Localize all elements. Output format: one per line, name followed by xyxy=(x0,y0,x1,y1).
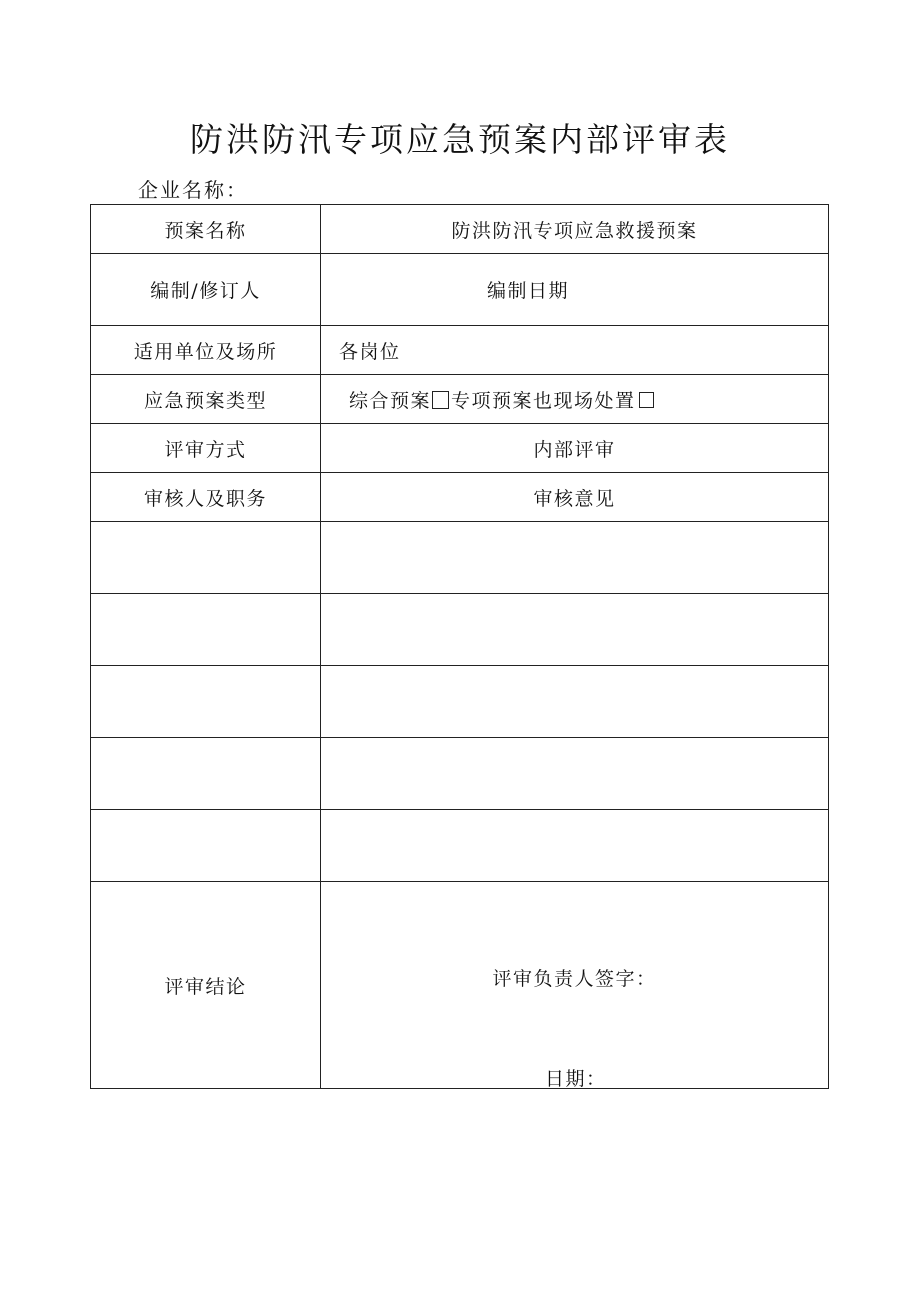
table-row xyxy=(91,810,829,882)
checkbox-comprehensive-icon[interactable] xyxy=(432,391,449,409)
editor-label: 编制/修订人 xyxy=(91,254,321,326)
reviewer-cell[interactable] xyxy=(91,594,321,666)
option-special-label: 专项预案也现场处置 xyxy=(451,389,636,412)
table-row xyxy=(91,738,829,810)
opinion-cell[interactable] xyxy=(321,738,829,810)
opinion-cell[interactable] xyxy=(321,522,829,594)
reviewer-cell[interactable] xyxy=(91,666,321,738)
reviewer-cell[interactable] xyxy=(91,738,321,810)
conclusion-date-label: 日期： xyxy=(545,1068,607,1090)
opinion-cell[interactable] xyxy=(321,666,829,738)
table-row-plan-name xyxy=(91,205,829,254)
scope-label: 适用单位及场所 xyxy=(91,326,321,375)
scope-value[interactable]: 各岗位 xyxy=(321,326,829,375)
option-comprehensive-label: 综合预案 xyxy=(349,389,432,412)
opinion-cell[interactable] xyxy=(321,594,829,666)
company-name-label: 企业名称： xyxy=(138,178,248,202)
opinion-header-label: 审核意见 xyxy=(321,473,829,522)
table-row-scope xyxy=(91,326,829,375)
table-row xyxy=(91,522,829,594)
table-row xyxy=(91,666,829,738)
editor-cell[interactable] xyxy=(321,254,829,326)
opinion-cell[interactable] xyxy=(321,810,829,882)
plan-name-label: 预案名称 xyxy=(91,205,321,254)
signer-label: 评审负责人签字： xyxy=(492,968,657,990)
table-row-plan-type xyxy=(91,375,829,424)
table-row-editor xyxy=(91,254,829,326)
table-row-reviewers-header xyxy=(91,473,829,522)
table-row-review-method xyxy=(91,424,829,473)
reviewer-cell[interactable] xyxy=(91,810,321,882)
edit-date-label: 编制日期 xyxy=(487,280,570,302)
conclusion-label: 评审结论 xyxy=(91,882,321,1089)
plan-name-value[interactable]: 防洪防汛专项应急救援预案 xyxy=(321,205,829,254)
review-method-label: 评审方式 xyxy=(91,424,321,473)
plan-type-label: 应急预案类型 xyxy=(91,375,321,424)
review-method-value[interactable]: 内部评审 xyxy=(321,424,829,473)
reviewer-cell[interactable] xyxy=(91,522,321,594)
review-form-table xyxy=(90,204,829,1089)
document-title: 防洪防汛专项应急预案内部评审表 xyxy=(190,120,730,159)
checkbox-onsite-icon[interactable] xyxy=(639,392,654,408)
reviewer-header-label: 审核人及职务 xyxy=(91,473,321,522)
table-row xyxy=(91,594,829,666)
plan-type-options xyxy=(321,375,829,424)
conclusion-cell[interactable] xyxy=(321,882,829,1089)
table-row-conclusion xyxy=(91,882,829,1089)
